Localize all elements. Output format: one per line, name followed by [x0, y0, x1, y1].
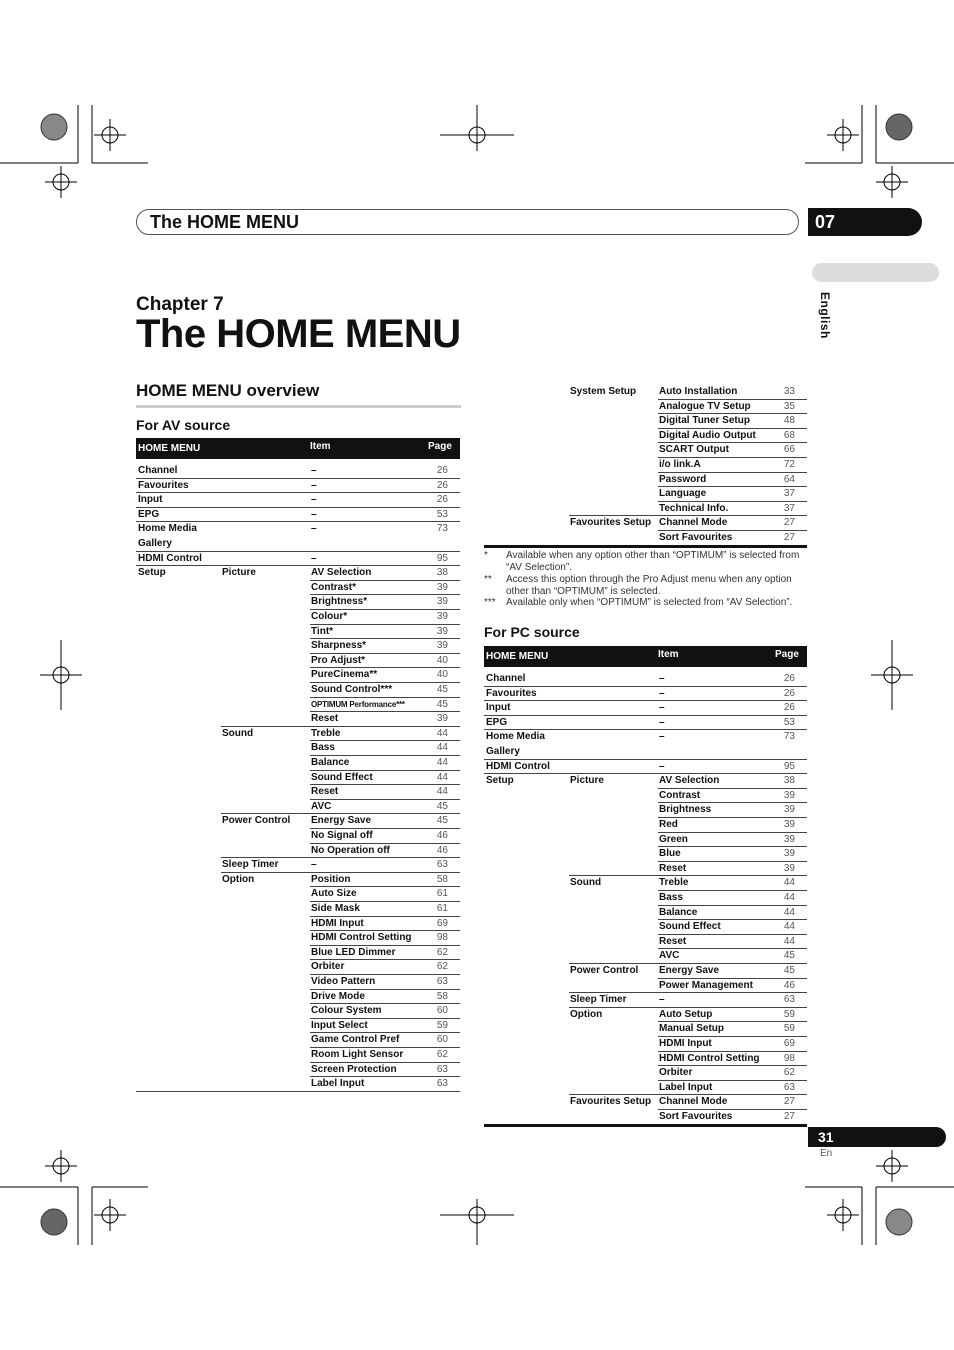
table-header-cell: Item — [658, 649, 679, 660]
page-cell: 39 — [783, 848, 795, 860]
item-cell: Balance — [659, 906, 698, 918]
submenu-cell: Sound — [570, 877, 602, 889]
item-cell: Treble — [659, 877, 689, 889]
item-cell: AV Selection — [659, 775, 720, 787]
page-cell: 59 — [436, 1019, 448, 1031]
item-cell: Energy Save — [311, 815, 372, 827]
item-cell: Label Input — [659, 1081, 713, 1093]
item-cell: Game Control Pref — [311, 1034, 400, 1046]
item-cell: Blue LED Dimmer — [311, 946, 396, 958]
item-cell: Colour* — [311, 611, 348, 622]
footnote-text: Available only when “OPTIMUM” is selected from “AV Selection”. — [506, 597, 793, 608]
page-cell: 39 — [436, 713, 448, 725]
item-cell: Sort Favourites — [659, 532, 733, 543]
item-cell: – — [659, 702, 665, 714]
item-cell: No Signal off — [311, 830, 373, 841]
item-cell: PureCinema** — [311, 669, 378, 681]
submenu-cell: Option — [222, 873, 255, 885]
item-cell: – — [311, 494, 317, 506]
item-cell: Reset — [659, 862, 687, 874]
submenu-cell: Sleep Timer — [570, 994, 627, 1006]
page-cell: 26 — [783, 702, 795, 714]
page-cell: 63 — [436, 976, 448, 987]
av-subtitle: For AV source — [136, 417, 231, 433]
menu-cell: Gallery — [138, 538, 172, 549]
item-cell: Auto Installation — [659, 386, 738, 397]
chapter-label: Chapter 7 — [136, 294, 224, 315]
page-cell: 68 — [783, 429, 795, 441]
menu-cell: HDMI Control — [486, 760, 550, 772]
page-title: The HOME MENU — [136, 312, 461, 356]
page-cell: 37 — [783, 488, 795, 500]
page-cell: 39 — [436, 625, 448, 637]
item-cell: – — [311, 523, 317, 535]
item-cell: Reset — [659, 935, 687, 947]
item-cell: Side Mask — [311, 903, 360, 914]
page-cell: 61 — [436, 903, 448, 914]
page-cell: 62 — [436, 1049, 448, 1060]
item-cell: Manual Setup — [659, 1023, 725, 1035]
page-cell: 69 — [783, 1038, 795, 1049]
item-cell: Sort Favourites — [659, 1111, 733, 1122]
item-cell: HDMI Input — [659, 1038, 712, 1049]
chapter-number-tab: 07 — [808, 208, 922, 236]
item-cell: HDMI Control Setting — [659, 1052, 760, 1064]
item-cell: Bass — [311, 742, 335, 754]
item-cell: Digital Audio Output — [659, 429, 756, 441]
item-cell: – — [311, 859, 317, 871]
item-cell: Reset — [311, 786, 339, 798]
page-cell: 27 — [783, 1096, 795, 1108]
menu-cell: EPG — [138, 508, 160, 520]
item-cell: No Operation off — [311, 844, 390, 856]
item-cell: Energy Save — [659, 965, 720, 976]
item-cell: Position — [311, 873, 351, 885]
page-cell: 27 — [783, 517, 795, 529]
table-header-cell: Item — [310, 441, 331, 452]
item-cell: Input Select — [311, 1019, 368, 1031]
page-cell: 39 — [783, 833, 795, 845]
page-number: 31 — [808, 1127, 946, 1147]
page-cell: 26 — [783, 687, 795, 699]
page-cell: 62 — [436, 961, 448, 973]
menu-cell: Favourites — [138, 479, 189, 491]
page-cell: 69 — [436, 917, 448, 929]
item-cell: Digital Tuner Setup — [659, 415, 750, 427]
page-cell: 26 — [783, 673, 795, 684]
item-cell: Brightness* — [311, 596, 368, 608]
page-cell: 95 — [783, 760, 795, 772]
item-cell: Channel Mode — [659, 1096, 728, 1108]
page-cell: 64 — [783, 473, 795, 485]
submenu-cell: Favourites Setup — [570, 517, 652, 529]
page-cell: 38 — [436, 567, 448, 579]
page-cell: 61 — [436, 888, 448, 900]
page-cell: 53 — [783, 716, 795, 728]
page-cell: 44 — [783, 921, 795, 933]
page-language: En — [820, 1148, 833, 1159]
language-label: English — [818, 292, 832, 339]
item-cell: Bass — [659, 892, 683, 903]
page-cell: 46 — [783, 979, 795, 991]
item-cell: AV Selection — [311, 567, 372, 579]
page-cell: 63 — [436, 1063, 448, 1075]
footnote-text: Access this option through the Pro Adjust menu when any option other than “OPTIMUM” is selected. — [506, 574, 792, 597]
submenu-cell: Picture — [570, 775, 604, 787]
menu-cell: Channel — [486, 673, 526, 684]
page-cell: 60 — [436, 1034, 448, 1046]
item-cell: Screen Protection — [311, 1063, 397, 1075]
item-cell: Sound Control*** — [311, 684, 393, 695]
page-cell: 45 — [783, 965, 795, 976]
page-cell: 39 — [436, 611, 448, 622]
item-cell: OPTIMUM Performance*** — [311, 699, 405, 709]
page-cell: 58 — [436, 873, 448, 885]
page-cell: 59 — [783, 1008, 795, 1020]
item-cell: Orbiter — [659, 1067, 693, 1079]
item-cell: – — [659, 687, 665, 699]
item-cell: HDMI Control Setting — [311, 932, 412, 944]
item-cell: – — [659, 760, 665, 772]
page-cell: 39 — [783, 804, 795, 816]
header-title: The HOME MENU — [150, 212, 300, 232]
item-cell: – — [311, 508, 317, 520]
item-cell: HDMI Input — [311, 917, 364, 929]
page-cell: 26 — [436, 479, 448, 491]
item-cell: Label Input — [311, 1078, 365, 1090]
page-cell: 39 — [783, 862, 795, 874]
page-cell: 27 — [783, 1111, 795, 1122]
page-cell: 45 — [436, 800, 448, 812]
item-cell: Blue — [659, 848, 681, 860]
menu-cell: Input — [486, 702, 511, 714]
item-cell: SCART Output — [659, 444, 729, 456]
item-cell: Auto Setup — [659, 1008, 713, 1020]
item-cell: i/o link.A — [659, 459, 701, 470]
item-cell: Balance — [311, 757, 350, 768]
footnote-text: Available when any option other than “OPTIMUM” is selected from “AV Selection”. — [506, 550, 800, 573]
page-cell: 62 — [436, 946, 448, 958]
submenu-cell: Sleep Timer — [222, 859, 279, 871]
menu-cell: Home Media — [486, 731, 545, 743]
page-cell: 45 — [783, 950, 795, 962]
table-header-cell: Page — [428, 441, 452, 452]
page-cell: 63 — [783, 1081, 795, 1093]
page-cell: 38 — [783, 775, 795, 787]
page-cell: 37 — [783, 502, 795, 514]
submenu-cell: Power Control — [570, 965, 639, 976]
page-cell: 62 — [783, 1067, 795, 1079]
page-cell: 98 — [783, 1052, 795, 1064]
submenu-cell: Sound — [222, 727, 254, 739]
item-cell: Brightness — [659, 804, 712, 816]
page-cell: 44 — [783, 906, 795, 918]
item-cell: – — [311, 465, 317, 476]
table-header-cell: HOME MENU — [138, 443, 201, 454]
page-cell: 66 — [783, 444, 795, 456]
page-cell: 44 — [436, 742, 448, 754]
page-cell: 39 — [436, 596, 448, 608]
page-cell: 60 — [436, 1005, 448, 1017]
page-cell: 95 — [436, 552, 448, 564]
submenu-cell: Power Control — [222, 815, 291, 827]
item-cell: – — [659, 731, 665, 743]
page-cell: 33 — [783, 386, 795, 397]
item-cell: Channel Mode — [659, 517, 728, 529]
menu-cell: EPG — [486, 716, 508, 728]
page-cell: 58 — [436, 990, 448, 1002]
item-cell: Reset — [311, 713, 339, 725]
item-cell: AVC — [659, 950, 680, 962]
item-cell: Sound Effect — [659, 921, 721, 933]
menu-cell: HDMI Control — [138, 552, 202, 564]
footnote-marker: *** — [484, 597, 496, 608]
item-cell: Analogue TV Setup — [659, 400, 751, 412]
item-cell: Colour System — [311, 1005, 382, 1017]
page-cell: 39 — [436, 581, 448, 593]
page-cell: 73 — [783, 731, 795, 743]
page-cell: 63 — [436, 1078, 448, 1090]
item-cell: – — [659, 994, 665, 1006]
menu-cell: Favourites — [486, 687, 537, 699]
page-cell: 98 — [436, 932, 448, 944]
item-cell: Contrast — [659, 789, 701, 801]
page-cell: 72 — [783, 459, 795, 470]
menu-cell: Channel — [138, 465, 178, 476]
page-cell: 39 — [783, 789, 795, 801]
item-cell: Tint* — [311, 625, 334, 637]
page-cell: 26 — [436, 465, 448, 476]
item-cell: Language — [659, 488, 707, 500]
menu-cell: Setup — [138, 567, 166, 579]
item-cell: Green — [659, 833, 688, 845]
page-cell: 45 — [436, 815, 448, 827]
section-title: HOME MENU overview — [136, 381, 320, 400]
page-cell: 39 — [783, 819, 795, 830]
item-cell: Drive Mode — [311, 990, 365, 1002]
item-cell: Technical Info. — [659, 502, 729, 514]
page-cell: 59 — [783, 1023, 795, 1035]
page-cell: 44 — [783, 935, 795, 947]
table-header-cell: HOME MENU — [486, 651, 549, 662]
page-cell: 44 — [436, 727, 448, 739]
item-cell: – — [659, 716, 665, 728]
item-cell: – — [659, 673, 665, 684]
submenu-cell: Option — [570, 1008, 603, 1020]
item-cell: Pro Adjust* — [311, 654, 366, 666]
page-cell: 40 — [436, 654, 448, 666]
footnote-marker: * — [484, 550, 488, 561]
page-cell: 46 — [436, 830, 448, 841]
page-cell: 53 — [436, 508, 448, 520]
submenu-cell: Picture — [222, 567, 256, 579]
page-cell: 44 — [436, 786, 448, 798]
pc-subtitle: For PC source — [484, 624, 580, 640]
item-cell: Sound Effect — [311, 771, 373, 783]
item-cell: – — [311, 552, 317, 564]
page-cell: 35 — [783, 400, 795, 412]
item-cell: Password — [659, 473, 707, 485]
item-cell: Auto Size — [311, 888, 357, 900]
page-cell: 63 — [436, 859, 448, 871]
item-cell: Red — [659, 819, 678, 830]
item-cell: Contrast* — [311, 581, 357, 593]
page-cell: 44 — [436, 771, 448, 783]
item-cell: – — [311, 479, 317, 491]
page-cell: 39 — [436, 640, 448, 652]
page-cell: 40 — [436, 669, 448, 681]
page-cell: 44 — [436, 757, 448, 768]
item-cell: Orbiter — [311, 961, 345, 973]
submenu-cell: Favourites Setup — [570, 1096, 652, 1108]
page-cell: 44 — [783, 892, 795, 903]
item-cell: Power Management — [659, 979, 753, 991]
item-cell: Room Light Sensor — [311, 1049, 404, 1060]
page-cell: 63 — [783, 994, 795, 1006]
item-cell: Video Pattern — [311, 976, 376, 987]
page-cell: 45 — [436, 698, 448, 710]
page-cell: 26 — [436, 494, 448, 506]
menu-cell: Setup — [486, 775, 514, 787]
footnote-marker: ** — [484, 574, 492, 585]
menu-cell: Gallery — [486, 746, 520, 757]
page-cell: 44 — [783, 877, 795, 889]
table-header-cell: Page — [775, 649, 799, 660]
menu-cell: Input — [138, 494, 163, 506]
page-cell: 45 — [436, 684, 448, 695]
page-cell: 73 — [436, 523, 448, 535]
submenu-cell: System Setup — [570, 386, 637, 397]
page-cell: 27 — [783, 532, 795, 543]
page-cell: 48 — [783, 415, 795, 427]
item-cell: Sharpness* — [311, 640, 367, 652]
item-cell: AVC — [311, 800, 332, 812]
item-cell: Treble — [311, 727, 341, 739]
page-cell: 46 — [436, 844, 448, 856]
menu-cell: Home Media — [138, 523, 197, 535]
